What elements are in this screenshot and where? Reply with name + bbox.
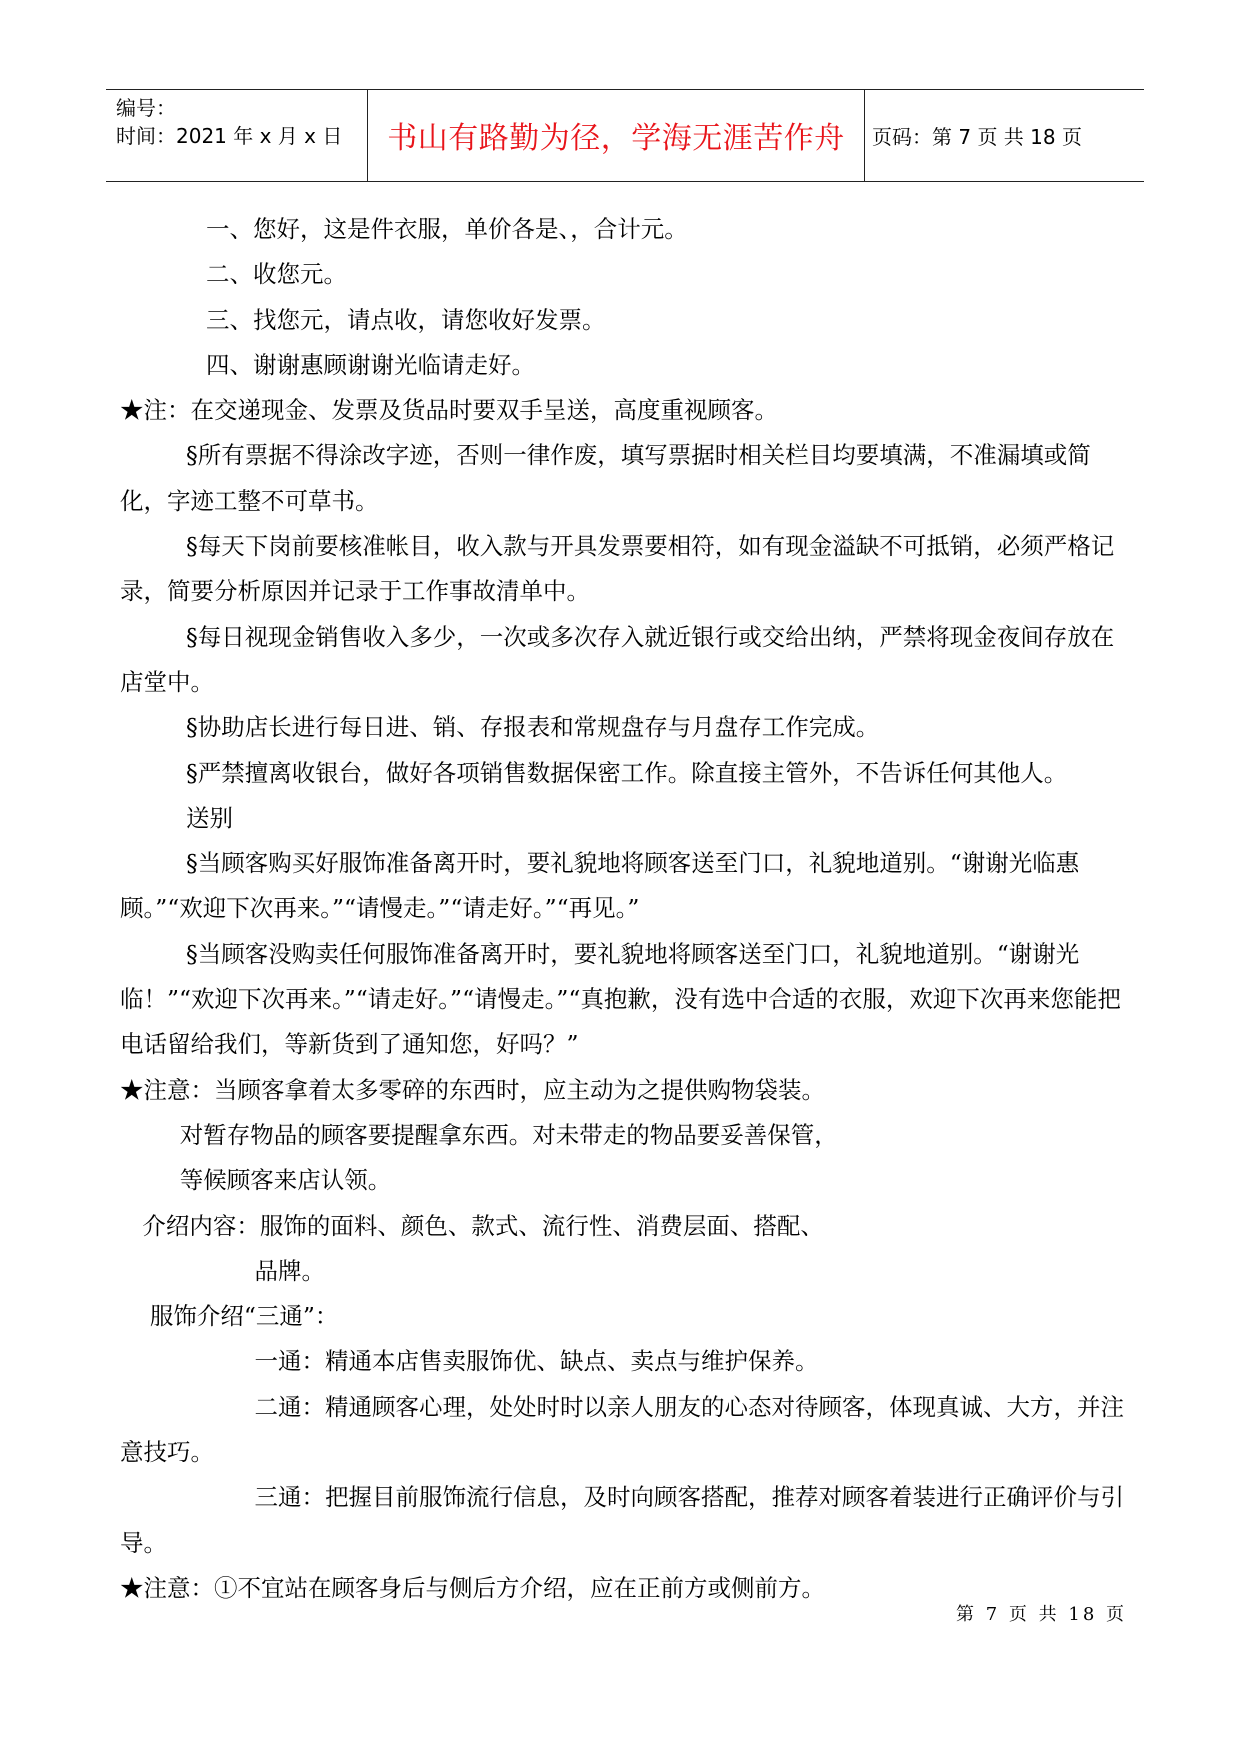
paragraph: 一通：精通本店售卖服饰优、缺点、卖点与维护保养。 — [120, 1347, 819, 1376]
header-motto: 书山有路勤为径，学海无涯苦作舟 — [387, 121, 845, 156]
paragraph: 三通：把握目前服饰流行信息，及时向顾客搭配，推荐对顾客着装进行正确评价与引导。 — [120, 1483, 1124, 1557]
paragraph: 三、找您元，请点收，请您收好发票。 — [206, 305, 606, 334]
paragraph: 四、谢谢惠顾谢谢光临请走好。 — [206, 350, 535, 379]
header-divider-left — [367, 90, 368, 181]
header-left-block — [116, 94, 342, 150]
paragraph: ★注意：①不宜站在顾客身后与侧后方介绍，应在正前方或侧前方。 — [120, 1573, 825, 1602]
paragraph: ★注意：当顾客拿着太多零碎的东西时，应主动为之提供购物袋装。 — [120, 1075, 825, 1104]
document-body — [120, 207, 1130, 1611]
page-footer: 第 7 页 共 18 页 — [956, 1604, 1127, 1625]
paragraph: 送别 — [186, 803, 233, 832]
page-header — [106, 89, 1144, 182]
paragraph: ★注：在交递现金、发票及货品时要双手呈送，高度重视顾客。 — [120, 396, 778, 425]
header-page-label: 页码：第 7 页 共 18 页 — [872, 124, 1082, 149]
paragraph: §协助店长进行每日进、销、存报表和常规盘存与月盘存工作完成。 — [186, 713, 880, 742]
paragraph: §当顾客购买好服饰准备离开时，要礼貌地将顾客送至门口，礼貌地道别。“谢谢光临惠顾。”“欢迎下次再来。”“请慢走。”“请走好。”“再见。” — [120, 849, 1080, 923]
paragraph: §每日视现金销售收入多少，一次或多次存入就近银行或交给出纳，严禁将现金夜间存放在店堂中。 — [120, 622, 1115, 696]
paragraph: §每天下岗前要核准帐目，收入款与开具发票要相符，如有现金溢缺不可抵销，必须严格记录，简要分析原因并记录于工作事故清单中。 — [120, 532, 1115, 606]
paragraph: 二通：精通顾客心理，处处时时以亲人朋友的心态对待顾客，体现真诚、大方，并注意技巧。 — [120, 1392, 1124, 1467]
paragraph: 对暂存物品的顾客要提醒拿东西。对未带走的物品要妥善保管， — [120, 1120, 838, 1149]
paragraph: §所有票据不得涂改字迹，否则一律作废，填写票据时相关栏目均要填满，不准漏填或简化，字迹工整不可草书。 — [120, 441, 1091, 515]
paragraph: §严禁擅离收银台，做好各项销售数据保密工作。除直接主管外，不告诉任何其他人。 — [186, 758, 1068, 787]
paragraph: 介绍内容：服饰的面料、颜色、款式、流行性、消费层面、搭配、 — [120, 1211, 824, 1240]
paragraph: 等候顾客来店认领。 — [120, 1166, 392, 1195]
paragraph: 品牌。 — [120, 1256, 325, 1285]
paragraph: 服饰介绍“三通”： — [120, 1302, 339, 1331]
header-divider-right — [864, 90, 865, 181]
time-label: 时间：2021 年 x 月 x 日 — [116, 124, 343, 148]
paragraph: §当顾客没购卖任何服饰准备离开时，要礼貌地将顾客送至门口，礼貌地道别。“谢谢光临！”“欢迎下次再来。”“请走好。”“请慢走。”“真抱歉，没有选中合适的衣服，欢迎下次再来您能把电话留给我们，等新货到了通知您，好吗？” — [120, 939, 1121, 1059]
paragraph: 二、收您元。 — [206, 260, 347, 289]
paragraph: 一、您好，这是件衣服，单价各是、，合计元。 — [206, 215, 688, 243]
number-label: 编号： — [116, 96, 176, 120]
